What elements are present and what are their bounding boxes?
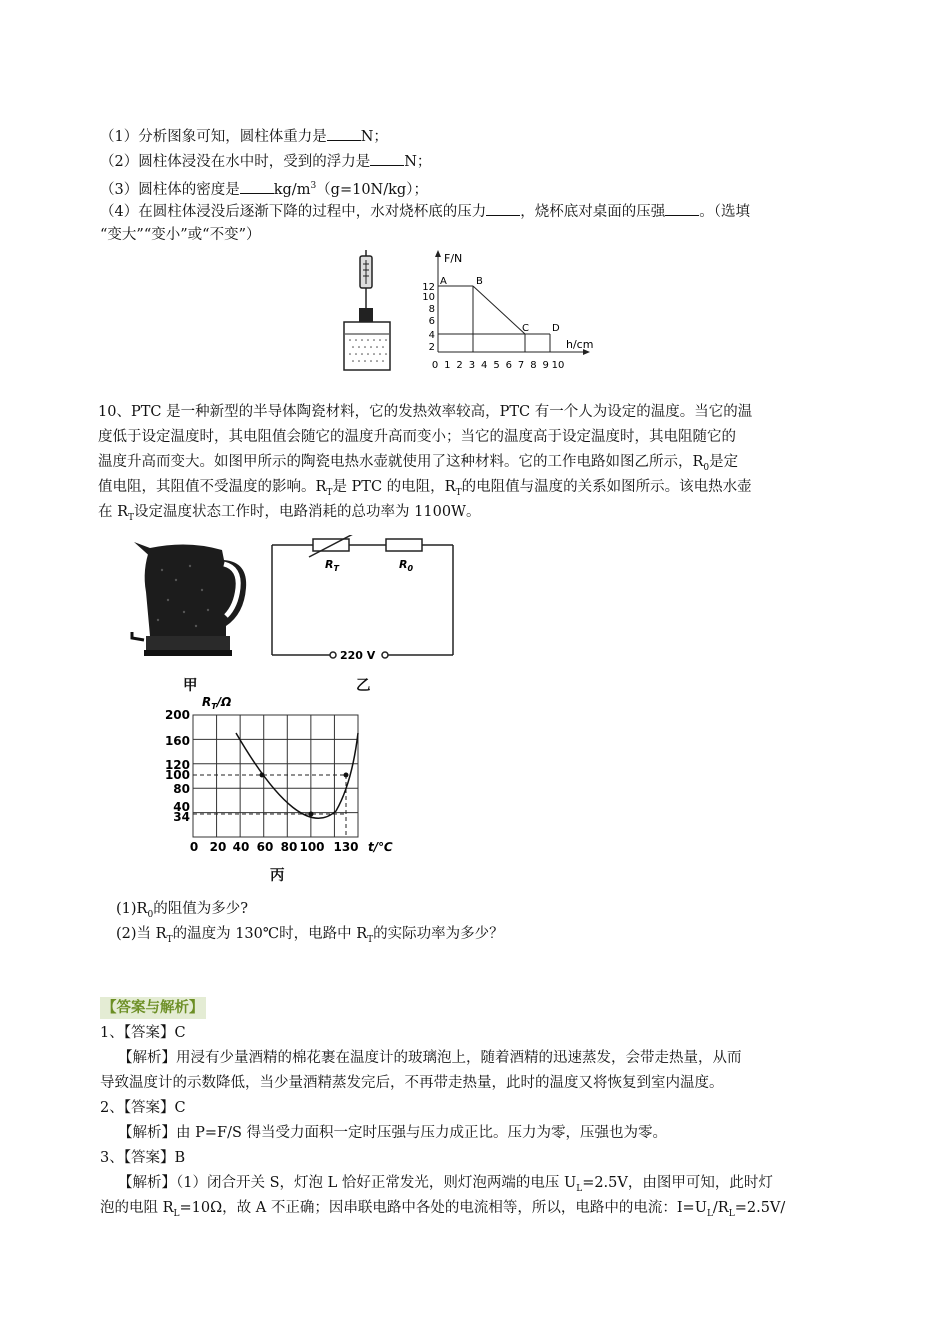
x-tick-label: 40 — [232, 840, 250, 854]
x-tick-label: 100 — [299, 840, 325, 854]
point-label: B — [476, 276, 483, 287]
rt-label: $R_T$ — [325, 558, 339, 573]
answer-blank[interactable] — [486, 201, 520, 216]
answer-3: 3、【答案】B — [100, 1150, 186, 1166]
y-tick-label: 200 — [164, 708, 190, 722]
x-tick-label: 80 — [280, 840, 298, 854]
figure-label-bing: 丙 — [270, 867, 285, 884]
answer-1: 1、【答案】C — [100, 1025, 186, 1041]
x-tick-label: 1 — [444, 360, 451, 371]
answer-blank[interactable] — [327, 126, 361, 141]
grid-border — [193, 715, 358, 837]
graph-y-label: F/N — [444, 252, 463, 265]
q10-subquestion-2: (2)当 $R_T$的温度为 130℃时，电路中 $R_T$的实际功率为多少？ — [116, 926, 504, 945]
y-tick-label: 10 — [422, 292, 435, 303]
x-tick-label: 0 — [431, 360, 439, 371]
x-tick-label: 4 — [481, 360, 488, 371]
x-tick-label: 20 — [209, 840, 227, 854]
point-label: D — [552, 323, 560, 334]
voltage-label: 220 V — [340, 649, 376, 662]
x-tick-label: 8 — [530, 360, 537, 371]
answer-1-explanation-line-2: 导致温度计的示数降低，当少量酒精蒸发完后，不再带走热量，此时的温度又将恢复到室内温度。 — [100, 1075, 724, 1091]
y-tick-label: 34 — [173, 810, 190, 824]
answer-blank[interactable] — [665, 201, 699, 216]
q10-line-1: 10、PTC 是一种新型的半导体陶瓷材料，它的发热效率较高，PTC 有一个人为设定的温度。当它的温 — [98, 404, 753, 420]
answer-2: 2、【答案】C — [100, 1100, 186, 1116]
q10-line-4: 值电阻，其阻值不受温度的影响。$R_T$是 PTC 的电阻，$R_T$的电阻值与温度的关系如图所示。该电热水壶 — [98, 479, 752, 498]
graph-x-label: h/cm — [566, 338, 594, 351]
x-tick-label: 9 — [542, 360, 549, 371]
figure-label-jia: 甲 — [183, 677, 198, 694]
x-tick-label: 6 — [505, 360, 512, 371]
y-tick-label: 12 — [422, 282, 435, 293]
y-tick-label: 80 — [173, 782, 190, 796]
circuit-diagram — [265, 535, 465, 670]
y-tick-label: 6 — [428, 316, 435, 327]
answer-3-explanation-line-2: 泡的电阻 $R_L=10\Omega$，故 A 不正确；因串联电路中各处的电流相等，所以，电路中的电流：$I=U_L/R_L=2.5V/$ — [100, 1200, 786, 1219]
y-tick-label: 2 — [428, 342, 435, 353]
q9-line-2: （2）圆柱体浸没在水中时，受到的浮力是 N； — [100, 151, 431, 172]
answer-blank[interactable] — [240, 179, 274, 194]
y-tick-label: 160 — [164, 734, 190, 748]
y-tick-label: 120 — [164, 758, 190, 772]
y-tick-label: 40 — [173, 800, 190, 814]
figure-label-yi: 乙 — [356, 677, 371, 694]
answer-blank[interactable] — [370, 151, 404, 166]
x-tick-label: 10 — [551, 360, 565, 371]
q10-line-2: 度低于设定温度时，其电阻值会随它的温度升高而变小；当它的温度高于设定温度时，其电阻随它的 — [98, 429, 736, 445]
rt-graph-x-label: t/℃ — [368, 840, 393, 854]
answer-1-explanation-line-1: 【解析】用浸有少量酒精的棉花裹在温度计的玻璃泡上，随着酒精的迅速蒸发，会带走热量，从而 — [118, 1050, 742, 1066]
point-label: A — [440, 276, 447, 287]
q10-line-3: 温度升高而变大。如图甲所示的陶瓷电热水壶就使用了这种材料。它的工作电路如图乙所示，$R_0$是定 — [98, 454, 739, 473]
spring-scale-beaker-figure — [330, 248, 410, 374]
q9-line-5: “变大”“变小”或“不变”） — [100, 227, 261, 243]
answers-heading: 【答案与解析】 — [100, 997, 206, 1019]
x-tick-label: 5 — [493, 360, 500, 371]
electric-kettle-image — [128, 540, 256, 664]
point-label: C — [522, 323, 529, 334]
q10-line-5: 在 $R_T$设定温度状态工作时，电路消耗的总功率为 1100W。 — [98, 504, 481, 523]
x-tick-label: 0 — [189, 840, 199, 854]
q9-line-3: （3）圆柱体的密度是 $kg/m^3(g=10N/kg)$； — [100, 176, 428, 200]
x-tick-label: 7 — [517, 360, 525, 371]
y-tick-label: 4 — [428, 330, 435, 341]
y-tick-label: 8 — [428, 304, 435, 315]
r0-label: $R_0$ — [399, 558, 414, 573]
x-tick-label: 3 — [468, 360, 476, 371]
answer-2-explanation: 【解析】由 P=F/S 得当受力面积一定时压强与压力成正比。压力为零，压强也为零。 — [118, 1125, 668, 1141]
q9-line-4: （4）在圆柱体浸没后逐渐下降的过程中，水对烧杯底的压力 ，烧杯底对桌面的压强 。（选填 — [100, 201, 750, 222]
rt-graph-y-label: $R_T/\Omega$ — [202, 695, 232, 711]
resistance-temperature-graph — [160, 693, 400, 868]
y-tick-label: 100 — [164, 768, 190, 782]
answer-3-explanation-line-1: 【解析】（1）闭合开关 S，灯泡 L 恰好正常发光，则灯泡两端的电压 $U_L=2.5V$，由图甲可知，此时灯 — [118, 1175, 773, 1194]
x-tick-label: 60 — [256, 840, 274, 854]
x-tick-label: 130 — [333, 840, 359, 854]
force-depth-graph — [418, 248, 618, 374]
x-tick-label: 2 — [456, 360, 463, 371]
q10-subquestion-1: $(1)R_0$的阻值为多少? — [116, 901, 248, 920]
q9-line-1: （1）分析图象可知，圆柱体重力是 N； — [100, 126, 388, 147]
